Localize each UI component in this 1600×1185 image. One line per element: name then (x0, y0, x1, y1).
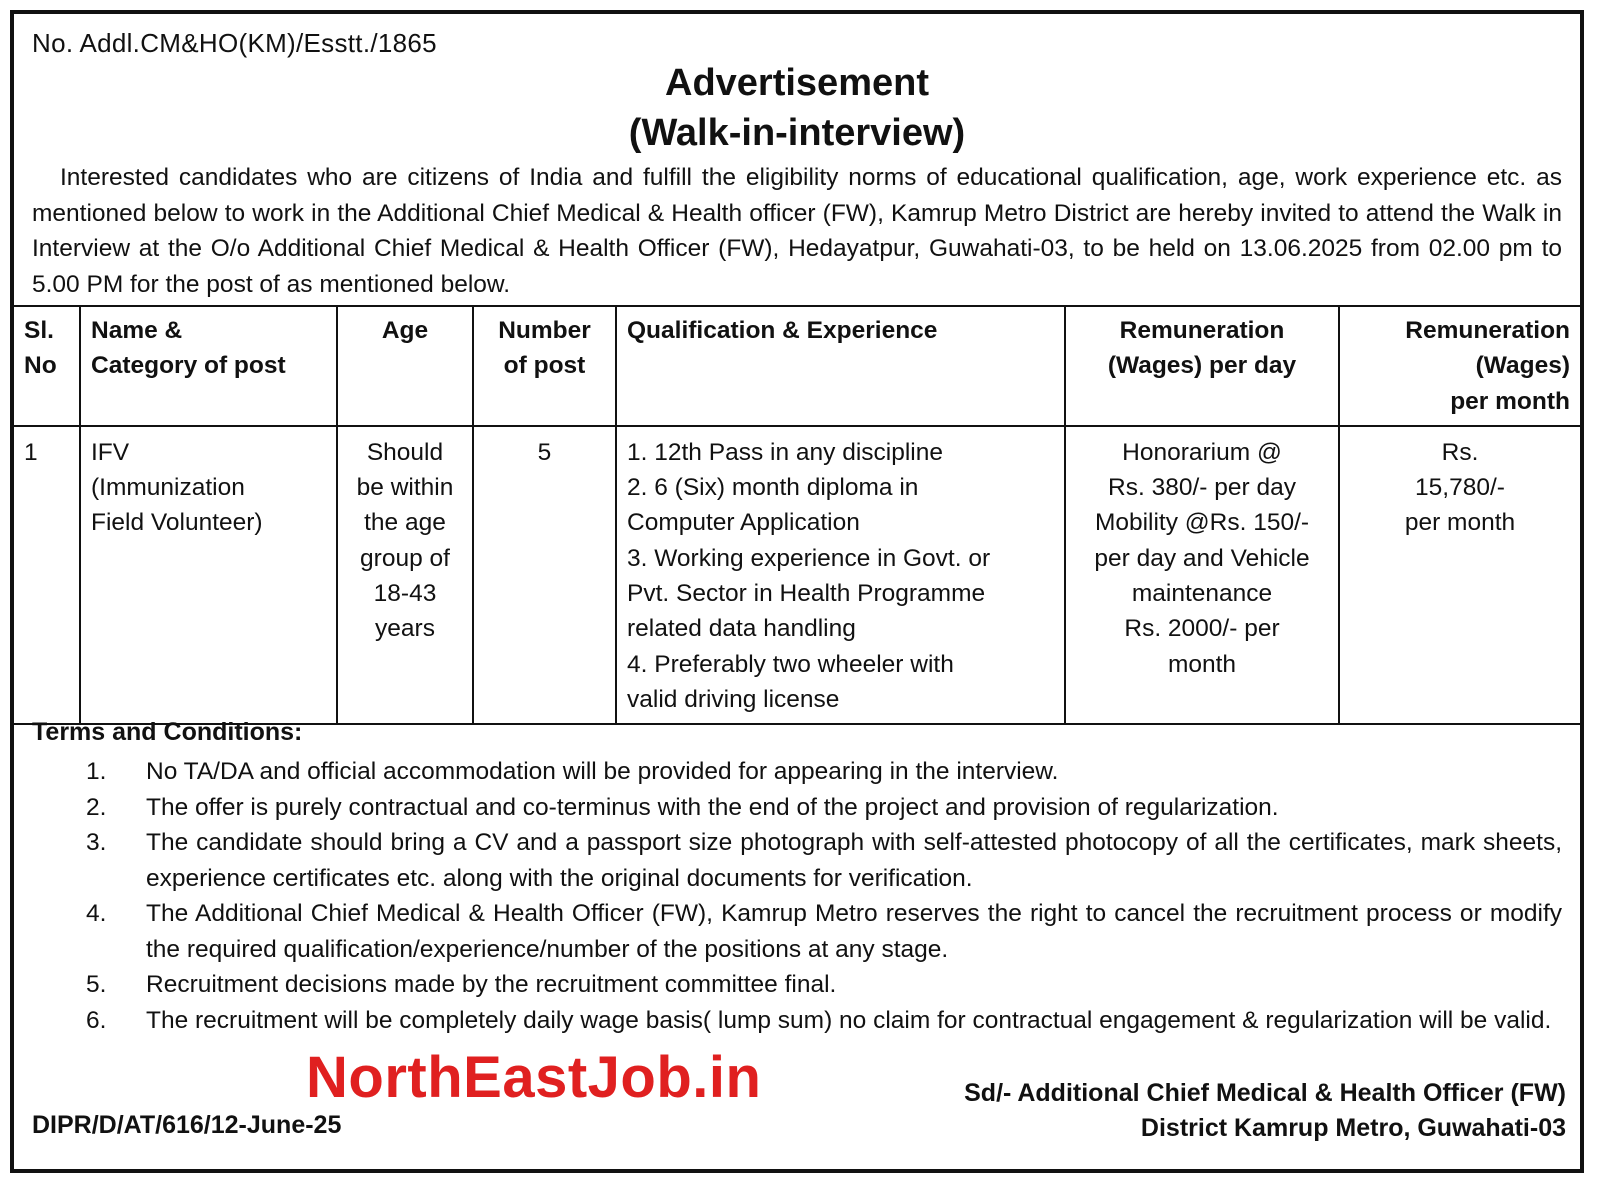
table-header-row (14, 306, 1580, 426)
intro-paragraph: Interested candidates who are citizens of India and fulfill the eligibility norms of educational qualification, age, work experience etc. as mentioned below to work in the Additional Chief Medical & Health officer (FW), Kamrup Metro District are hereby invited to attend the Walk in Interview at the O/o Additional Chief Medical & Health Officer (FW), Hedayatpur, Guwahati-03, to be held on 13.06.2025 from 02.00 pm to 5.00 PM for the post of as mentioned below. (32, 164, 1562, 298)
advertisement-frame (10, 10, 1584, 1173)
term-number: 6. (86, 1006, 107, 1034)
cell-name-category: IFV (Immunization Field Volunteer) (80, 426, 337, 724)
term-text: The Additional Chief Medical & Health Officer (FW), Kamrup Metro reserves the right to cancel the recruitment process or modify the required qualification/experience/number of the positions at any stage. (146, 900, 1562, 963)
list-item (14, 1003, 1562, 1039)
cell-qualification: 1. 12th Pass in any discipline 2. 6 (Six) month diploma in Computer Application 3. Working experience in Govt. or Pvt. Sector in Health Programme related data handling 4. Preferably two wheeler with valid driving license (616, 426, 1065, 724)
page-title: Advertisement (665, 62, 929, 104)
page-subtitle: (Walk-in-interview) (628, 112, 966, 154)
header-remuneration-day: Remuneration (Wages) per day (1065, 306, 1339, 426)
term-number: 5. (86, 971, 107, 998)
header-number-of-post: Number of post (473, 306, 616, 426)
header-name-category: Name & Category of post (80, 306, 337, 426)
list-item (14, 896, 1562, 967)
term-number: 1. (86, 758, 107, 785)
terms-list (14, 754, 1562, 1038)
table-row (14, 426, 1580, 724)
reference-number: No. Addl.CM&HO(KM)/Esstt./1865 (32, 28, 437, 58)
watermark-text: NorthEastJob.in (306, 1045, 762, 1110)
signature-line-2: District Kamrup Metro, Guwahati-03 (1140, 1114, 1566, 1142)
terms-heading: Terms and Conditions: (32, 718, 303, 746)
header-age: Age (337, 306, 473, 426)
cell-age: Should be within the age group of 18-43 years (337, 426, 473, 724)
dipr-reference: DIPR/D/AT/616/12-June-25 (32, 1111, 342, 1139)
term-number: 4. (86, 900, 107, 927)
header-sl-no: Sl. No (14, 306, 80, 426)
list-item (14, 967, 1562, 1003)
cell-sl-no: 1 (14, 426, 80, 724)
list-item (14, 790, 1562, 826)
term-number: 3. (86, 829, 107, 856)
header-remuneration-month: Remuneration (Wages) per month (1339, 306, 1580, 426)
signature-block (964, 1076, 1566, 1146)
cell-remuneration-month: Rs. 15,780/- per month (1339, 426, 1580, 724)
header-qualification: Qualification & Experience (616, 306, 1065, 426)
cell-remuneration-day: Honorarium @ Rs. 380/- per day Mobility @Rs. 150/- per day and Vehicle maintenance Rs. 2000/- per month (1065, 426, 1339, 724)
term-text: The offer is purely contractual and co-terminus with the end of the project and provision of regularization. (146, 793, 1279, 821)
term-text: The candidate should bring a CV and a passport size photograph with self-attested photocopy of all the certificates, mark sheets, experience certificates etc. along with the original documents for verification. (146, 829, 1562, 892)
cell-number-of-post: 5 (473, 426, 616, 724)
list-item (14, 754, 1562, 790)
term-text: Recruitment decisions made by the recruitment committee final. (146, 971, 837, 998)
term-text: The recruitment will be completely daily wage basis( lump sum) no claim for contractual engagement & regularization will be valid. (146, 1006, 1552, 1034)
term-number: 2. (86, 793, 107, 821)
list-item (14, 825, 1562, 896)
term-text: No TA/DA and official accommodation will be provided for appearing in the interview. (146, 758, 1059, 785)
signature-line-1: Sd/- Additional Chief Medical & Health Officer (FW) (964, 1079, 1566, 1107)
posts-table (14, 305, 1580, 725)
